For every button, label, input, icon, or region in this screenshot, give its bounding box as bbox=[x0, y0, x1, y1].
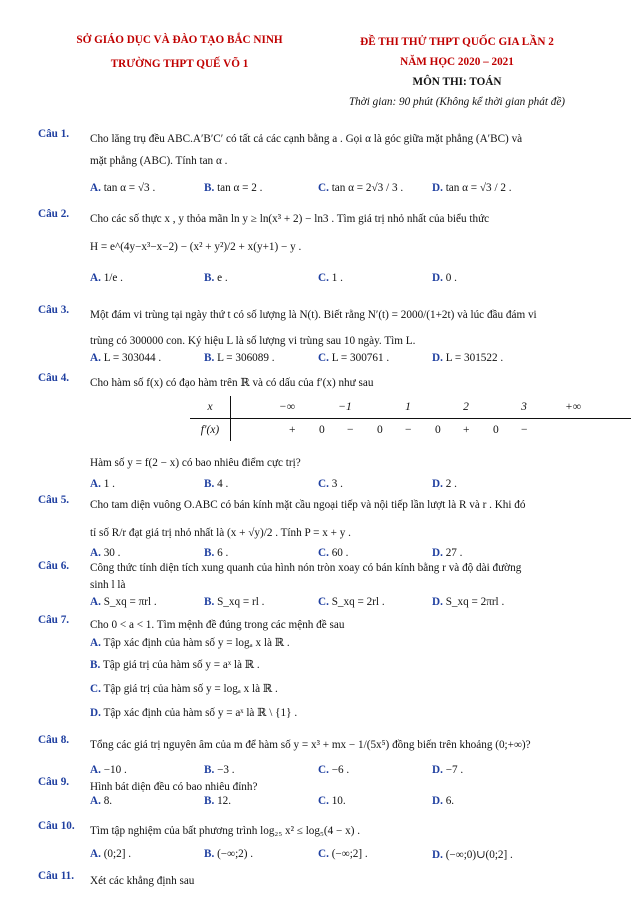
question-text bbox=[90, 614, 604, 636]
option-text: 6 . bbox=[217, 547, 229, 559]
option-b[interactable] bbox=[204, 182, 334, 194]
school-name: TRƯỜNG THPT QUẾ VÕ 1 bbox=[110, 58, 249, 70]
sign: − bbox=[405, 424, 412, 436]
option-label: B. bbox=[204, 352, 215, 364]
question-number: Câu 4. bbox=[38, 372, 70, 384]
option-label: A. bbox=[90, 352, 101, 364]
option-label: A. bbox=[90, 764, 101, 776]
question-text bbox=[90, 304, 604, 352]
option-label: C. bbox=[318, 547, 329, 559]
option-text: 4 . bbox=[217, 478, 229, 490]
option-c[interactable] bbox=[318, 848, 448, 860]
option-d[interactable] bbox=[432, 848, 592, 861]
option-text: 10. bbox=[331, 795, 346, 807]
option-label: D. bbox=[432, 849, 443, 861]
option-a[interactable] bbox=[90, 182, 220, 194]
sign: 0 bbox=[319, 424, 325, 436]
option-text: S_xq = πrl . bbox=[103, 596, 157, 608]
option-label: B. bbox=[204, 596, 215, 608]
question-number: Câu 2. bbox=[38, 208, 70, 220]
option-text: Tập xác định của hàm số y = aˣ là ℝ \ {1} . bbox=[103, 707, 298, 719]
option-a[interactable] bbox=[90, 764, 220, 776]
question-line: Công thức tính diện tích xung quanh của hình nón tròn xoay có bán kính bằng r và độ dài đường bbox=[90, 562, 522, 574]
option-d[interactable] bbox=[432, 547, 562, 559]
option-label: D. bbox=[432, 352, 443, 364]
option-text: tan α = √3 / 2 . bbox=[445, 182, 512, 194]
option-label: C. bbox=[318, 182, 329, 194]
question-line: Tổng các giá trị nguyên âm của m để hàm số y = x³ + mx − 1/(5x⁵) đồng biến trên khoảng (0;+∞)? bbox=[90, 739, 531, 751]
question-line: Cho các số thực x , y thỏa mãn ln y ≥ ln(x³ + 2) − ln3 . Tìm giá trị nhỏ nhất của biểu thức bbox=[90, 213, 490, 225]
option-text: 60 . bbox=[331, 547, 349, 559]
x-value: 3 bbox=[521, 401, 527, 413]
option-label: A. bbox=[90, 795, 101, 807]
option-text: 1 . bbox=[331, 272, 343, 284]
option-c[interactable] bbox=[318, 795, 448, 807]
question-number: Câu 6. bbox=[38, 560, 70, 572]
option-c[interactable] bbox=[318, 596, 448, 608]
question-line: Hàm số y = f(2 − x) có bao nhiêu điểm cực trị? bbox=[90, 457, 301, 469]
question-line: Hình bát diện đều có bao nhiêu đỉnh? bbox=[90, 781, 258, 793]
option-c[interactable] bbox=[318, 272, 448, 284]
option-label: D. bbox=[432, 182, 443, 194]
question-number: Câu 1. bbox=[38, 128, 70, 140]
option-d[interactable] bbox=[432, 182, 582, 194]
option-label: C. bbox=[318, 596, 329, 608]
x-value: 1 bbox=[405, 401, 411, 413]
option-a[interactable] bbox=[90, 636, 490, 649]
header-left bbox=[52, 30, 307, 74]
option-d[interactable] bbox=[432, 352, 562, 364]
option-d[interactable] bbox=[432, 478, 562, 490]
option-a[interactable] bbox=[90, 272, 220, 284]
option-label: B. bbox=[204, 764, 215, 776]
question-line: Một đám vi trùng tại ngày thứ t có số lượng là N(t). Biết rằng N′(t) = 2000/(1+2t) và lúc đầu đám vi bbox=[90, 309, 537, 321]
question-number: Câu 5. bbox=[38, 494, 70, 506]
option-c[interactable] bbox=[318, 182, 448, 194]
option-label: B. bbox=[204, 848, 215, 860]
question-number: Câu 11. bbox=[38, 870, 75, 882]
sign: 0 bbox=[377, 424, 383, 436]
option-text: −10 . bbox=[103, 764, 127, 776]
sign: 0 bbox=[493, 424, 499, 436]
option-label: A. bbox=[90, 182, 101, 194]
option-d[interactable] bbox=[90, 706, 490, 719]
option-text: L = 303044 . bbox=[103, 352, 162, 364]
sign: − bbox=[521, 424, 528, 436]
question-number: Câu 10. bbox=[38, 820, 75, 832]
option-d[interactable] bbox=[432, 795, 562, 807]
option-label: A. bbox=[90, 478, 101, 490]
option-label: D. bbox=[432, 795, 443, 807]
question-number: Câu 3. bbox=[38, 304, 70, 316]
sign: 0 bbox=[435, 424, 441, 436]
option-c[interactable] bbox=[318, 352, 448, 364]
department-name: SỞ GIÁO DỤC VÀ ĐÀO TẠO BẮC NINH bbox=[76, 34, 283, 46]
option-text: −7 . bbox=[445, 764, 464, 776]
option-text: (−∞;2) . bbox=[217, 848, 254, 860]
option-d[interactable] bbox=[432, 596, 562, 608]
option-label: D. bbox=[432, 272, 443, 284]
option-label: B. bbox=[204, 478, 215, 490]
option-label: C. bbox=[318, 352, 329, 364]
exam-title: ĐỀ THI THỬ THPT QUỐC GIA LẦN 2 bbox=[360, 36, 554, 48]
option-b[interactable] bbox=[204, 596, 334, 608]
sign: + bbox=[463, 424, 470, 436]
option-a[interactable] bbox=[90, 848, 220, 860]
option-text: −3 . bbox=[217, 764, 235, 776]
option-text: 27 . bbox=[445, 547, 463, 559]
option-label: B. bbox=[204, 272, 215, 284]
question-text bbox=[90, 208, 604, 258]
option-label: D. bbox=[90, 707, 101, 719]
question-line: Xét các khẳng định sau bbox=[90, 875, 195, 887]
option-b[interactable] bbox=[204, 848, 334, 860]
option-label: A. bbox=[90, 272, 101, 284]
option-label: B. bbox=[204, 795, 215, 807]
option-text: L = 301522 . bbox=[445, 352, 504, 364]
option-d[interactable] bbox=[432, 764, 562, 776]
option-text: (−∞;2] . bbox=[331, 848, 368, 860]
option-c[interactable] bbox=[90, 682, 490, 695]
option-b[interactable] bbox=[204, 478, 334, 490]
option-label: A. bbox=[90, 637, 101, 649]
sign-table bbox=[190, 396, 631, 441]
option-text: S_xq = 2πrl . bbox=[445, 596, 505, 608]
option-a[interactable] bbox=[90, 478, 220, 490]
x-value: −∞ bbox=[279, 401, 295, 413]
question-line: Cho hàm số f(x) có đạo hàm trên ℝ và có dấu của f′(x) như sau bbox=[90, 377, 374, 389]
option-text: tan α = √3 . bbox=[103, 182, 156, 194]
option-text: Tập giá trị của hàm số y = logₐ x là ℝ . bbox=[103, 683, 278, 695]
x-value: +∞ bbox=[565, 401, 581, 413]
option-label: C. bbox=[318, 272, 329, 284]
option-a[interactable] bbox=[90, 795, 220, 807]
question-line: sinh l là bbox=[90, 579, 126, 591]
option-text: −6 . bbox=[331, 764, 350, 776]
question-text bbox=[90, 372, 604, 394]
option-text: 8. bbox=[103, 795, 113, 807]
option-label: B. bbox=[204, 182, 215, 194]
option-label: A. bbox=[90, 596, 101, 608]
option-label: B. bbox=[204, 547, 215, 559]
question-text bbox=[90, 128, 604, 172]
question-number: Câu 7. bbox=[38, 614, 70, 626]
question-text bbox=[90, 734, 604, 756]
sign: + bbox=[289, 424, 296, 436]
option-label: C. bbox=[318, 795, 329, 807]
option-text: L = 306089 . bbox=[217, 352, 275, 364]
question-line: H = e^(4y−x³−x−2) − (x² + y²)/2 + x(y+1) − y . bbox=[90, 241, 302, 253]
option-text: 1 . bbox=[103, 478, 115, 490]
option-c[interactable] bbox=[318, 764, 448, 776]
option-text: Tập xác định của hàm số y = logₐ x là ℝ . bbox=[103, 637, 290, 649]
subject: MÔN THI: TOÁN bbox=[412, 76, 502, 88]
question-text bbox=[90, 820, 604, 842]
question-text bbox=[90, 560, 604, 594]
option-label: D. bbox=[432, 547, 443, 559]
option-label: D. bbox=[432, 596, 443, 608]
question-line: Tìm tập nghiệm của bất phương trình log₂₅ x² ≤ log₅(4 − x) . bbox=[90, 825, 361, 837]
question-line: mặt phẳng (ABC). Tính tan α . bbox=[90, 155, 228, 167]
option-text: 1/e . bbox=[103, 272, 123, 284]
option-c[interactable] bbox=[318, 478, 448, 490]
option-b[interactable] bbox=[204, 547, 334, 559]
question-text bbox=[90, 870, 604, 892]
question-line: Cho tam diện vuông O.ABC có bán kính mặt cầu ngoại tiếp và nội tiếp lần lượt là R và r . Khi đó bbox=[90, 499, 526, 511]
option-text: S_xq = rl . bbox=[217, 596, 265, 608]
option-b[interactable] bbox=[90, 658, 490, 671]
option-text: (−∞;0)∪(0;2] . bbox=[445, 849, 513, 861]
option-text: 2 . bbox=[445, 478, 457, 490]
x-values-row bbox=[231, 396, 632, 419]
option-text: 6. bbox=[445, 795, 455, 807]
option-c[interactable] bbox=[318, 547, 448, 559]
option-label: C. bbox=[318, 848, 329, 860]
question-line: tỉ số R/r đạt giá trị nhỏ nhất là (x + √y)/2 . Tính P = x + y . bbox=[90, 527, 351, 539]
sign-row bbox=[231, 419, 632, 442]
question-number: Câu 9. bbox=[38, 776, 70, 788]
option-a[interactable] bbox=[90, 596, 220, 608]
option-b[interactable] bbox=[204, 764, 334, 776]
option-text: 0 . bbox=[445, 272, 457, 284]
option-text: L = 300761 . bbox=[331, 352, 390, 364]
option-text: 12. bbox=[217, 795, 232, 807]
option-text: tan α = 2 . bbox=[217, 182, 263, 194]
option-label: D. bbox=[432, 764, 443, 776]
option-text: tan α = 2√3 / 3 . bbox=[331, 182, 404, 194]
header-right bbox=[322, 32, 592, 112]
option-text: 30 . bbox=[103, 547, 121, 559]
question-line: trùng có 300000 con. Ký hiệu L là số lượng vi trùng sau 10 ngày. Tìm L. bbox=[90, 335, 416, 347]
school-year: NĂM HỌC 2020 – 2021 bbox=[400, 56, 514, 68]
option-label: C. bbox=[318, 764, 329, 776]
option-b[interactable] bbox=[204, 795, 334, 807]
option-text: S_xq = 2rl . bbox=[331, 596, 385, 608]
option-b[interactable] bbox=[204, 272, 334, 284]
option-label: C. bbox=[318, 478, 329, 490]
derivative-label: f′(x) bbox=[190, 419, 231, 442]
option-a[interactable] bbox=[90, 547, 220, 559]
option-text: Tập giá trị của hàm số y = aˣ là ℝ . bbox=[102, 659, 260, 671]
x-value: 2 bbox=[463, 401, 469, 413]
option-b[interactable] bbox=[204, 352, 334, 364]
question-line: Cho 0 < a < 1. Tìm mệnh đề đúng trong các mệnh đề sau bbox=[90, 619, 345, 631]
question-line: Cho lăng trụ đều ABC.A′B′C′ có tất cả các cạnh bằng a . Gọi α là góc giữa mặt phẳng (A′BC) và bbox=[90, 133, 523, 145]
option-label: D. bbox=[432, 478, 443, 490]
question-text bbox=[90, 494, 604, 544]
option-label: C. bbox=[90, 683, 101, 695]
option-a[interactable] bbox=[90, 352, 220, 364]
option-text: 3 . bbox=[331, 478, 343, 490]
option-label: A. bbox=[90, 547, 101, 559]
sign: − bbox=[347, 424, 354, 436]
option-label: B. bbox=[90, 659, 101, 671]
option-text: e . bbox=[217, 272, 228, 284]
question-number: Câu 8. bbox=[38, 734, 70, 746]
option-d[interactable] bbox=[432, 272, 562, 284]
option-text: (0;2] . bbox=[103, 848, 132, 860]
x-value: −1 bbox=[338, 401, 352, 413]
option-label: A. bbox=[90, 848, 101, 860]
x-label: x bbox=[190, 396, 231, 419]
time-limit: Thời gian: 90 phút (Không kể thời gian phát đề) bbox=[348, 96, 566, 108]
